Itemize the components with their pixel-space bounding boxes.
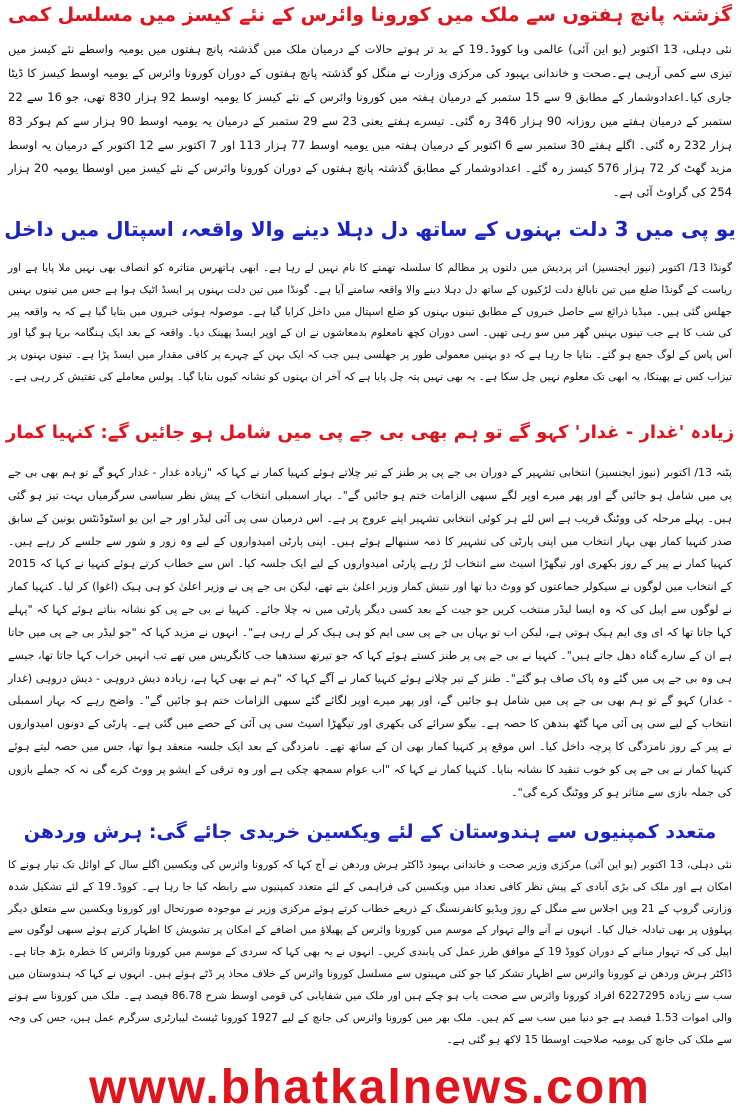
- article-body-vaccine: نئی دہلی، 13 اکتوبر (یو این آئی) مرکزی وزیر صحت و خاندانی بہبود ڈاکٹر ہرش وردھن نے آج کہا کہ کورونا وائرس کی ویکسین اگلے سال کے اوائل تک تیار ہونے کا امکان ہے اور ملک کی بڑی آبادی کے پیش نظر کافی تعداد میں ویکسین کی فراہمی کے لئے متعدد کمپنیوں سے رابطہ کیا جا رہا ہے۔ کووڈ۔19 کے لئے تشکیل شدہ وزارتی گروپ کے 21 ویں اجلاس سے منگل کے روز ویڈیو کانفرنسنگ کے ذریعے خطاب کرتے ہوئے مرکزی وزیر نے موجودہ صورتحال اور کورونا ویکسین سے متعلق دیگر پہلوؤں پر بھی تبادلہ خیال کیا۔ انہوں نے آنے والے تہوار کے موسم میں کورونا وائرس کے پھیلاؤ میں اضافے کے امکان پر تشویش کا اظہار کرتے ہوئے سبھی لوگوں سے اپیل کی کہ تہوار منانے کے دوران کووڈ 19 کے موافق طرز عمل کی پابندی کریں۔ انہوں نے یہ بھی کہا کہ سردی کے موسم میں کورونا وائرس کا خطرہ بڑھ جاتا ہے۔ ڈاکٹر ہرش وردھن نے کورونا وائرس سے اظہار تشکر کیا جو کئی مہینوں سے مسلسل کورونا وائرس کے خلاف محاذ پر ڈٹے ہوئے ہیں۔ انہوں نے کہا کہ ہندوستان میں سب سے زیادہ 6227295 افراد کورونا وائرس سے صحت یاب ہو چکے ہیں اور ملک میں شفایابی کی قومی اوسط شرح 86.78 فیصد ہے۔ ملک میں کورونا سے ہونے والی اموات 1.53 فیصد ہے جو دنیا میں سب سے کم ہیں۔ ملک بھر میں کورونا وائرس کی جانچ کے لیے 1927 کورونا ٹیسٹ لیبارٹری سرگرم عمل ہیں، جس کی وجہ سے ملک کی جانچ کی یومیہ صلاحیت اوسطا 15 لاکھ ہو گئی ہے۔: [8, 859, 733, 1046]
- headline-kanhaiya-kumar: زیادہ 'غدار - غدار' کہو گے تو ہم بھی بی جے پی میں شامل ہو جائیں گے: کنہیا کمار: [5, 422, 735, 443]
- article-body-corona-cases: نئی دہلی، 13 اکتوبر (یو این آئی) عالمی وبا کووڈ۔19 کے بد تر ہوتے حالات کے درمیان ملک میں گذشتہ پانچ ہفتوں میں یومیہ واسطے نئے کیسز میں تیزی سے کمی آرہی ہے۔صحت و خاندانی بہبود کی مرکزی وزارت نے منگل کو گذشتہ پانچ ہفتوں کے دوران کورونا وائرس کے یومیہ اوسط کیسز کا ڈیٹا جاری کیا۔اعدادوشمار کے مطابق 9 سے 15 ستمبر کے درمیان ہفتہ میں کورونا وائرس کے نئے کیسز کا یومیہ اوسط 92 ہزار 830 تھی، جو 16 سے 22 ستمبر کے درمیان ہفتے میں روزانہ 90 ہزار 346 رہ گئی۔ تیسرے ہفتے یعنی 23 سے 29 ستمبر کے درمیان یہ یومیہ اوسط 90 ہزار سے کم ہوکر 83 ہزار 232 رہ گئی۔ اگلے ہفتے 30 ستمبر سے 6 اکتوبر کے درمیان ہفتہ میں یومیہ اوسط 77 ہزار 113 اور 7 اکتوبر سے 12 اکتوبر کے درمیان یہ اوسط مزید گھٹ کر 72 ہزار 576 کیسز رہ گئے۔ اعدادوشمار کے مطابق گذشتہ پانچ ہفتوں کے دوران کورونا وائرس کے نئے کیسز میں اوسطا یومیہ 20 ہزار 254 کی گراوٹ آئی ہے۔: [8, 42, 733, 200]
- headline-up-dalit-sisters: یو پی میں 3 دلت بہنوں کے ساتھ دل دہلا دینے والا واقعہ، اسپتال میں داخل: [4, 217, 736, 241]
- headline-corona-cases-decline: گزشتہ پانچ ہفتوں سے ملک میں کورونا وائرس کے نئے کیسز میں مسلسل کمی: [7, 4, 733, 26]
- headline-vaccine-harsh-vardhan: متعدد کمپنیوں سے ہندوستان کے لئے ویکسین خریدی جائے گی: ہرش وردھن: [23, 821, 717, 843]
- article-body-dalit-sisters: گونڈا 13/ اکتوبر (نیوز ایجنسیز) اتر پردیش میں دلتوں پر مظالم کا سلسلہ تھمنے کا نام نہیں لے رہا ہے۔ ابھی ہاتھرس متاثرہ کو انصاف بھی نہیں ملا پایا ہے اور ریاست کے گونڈا ضلع میں تین نابالغ دلت لڑکیوں کے ساتھ دل دہلا دینے والا واقعہ سامنے آیا ہے۔ گونڈا میں تین دلت بہنوں پر ایسڈ اٹیک ہوا ہے جس میں تینوں بہنیں جھلس گئی ہیں۔ میڈیا ذرائع سے حاصل خبروں کے مطابق تینوں بہنوں کو ضلع اسپتال میں داخل کرایا گیا ہے۔ موصولہ ہوئی خبروں میں بتایا گیا ہے کہ یہ واقعہ پیر کی شب کا ہے جب تینوں بہنیں گھر میں سو رہی تھیں۔ اسی دوران کچھ نامعلوم بدمعاشوں نے ان کے اوپر ایسڈ پھینک دیا۔ واقعہ کے بعد ایک ہنگامہ برپا ہو گیا اور آس پاس کے لوگ جمع ہو گئے۔ بتایا جا رہا ہے کہ دو بہنیں معمولی طور پر جھلسی ہیں جب کہ ایک بہن کے چہرے پر کافی مقدار میں ایسڈ پڑا ہے۔ تینوں بہنوں پر تیزاب کس نے پھینکا، یہ ابھی تک معلوم نہیں چل سکا ہے۔ یہ بھی نہیں پتہ چل پایا ہے کہ آخر ان بہنوں کو نشانہ کیوں بنایا گیا۔ پولس معاملے کی تفتیش کر رہی ہے۔: [8, 262, 732, 384]
- article-body-kanhaiya-kumar: پٹنہ 13/ اکتوبر (نیوز ایجنسیز) انتخابی تشہیر کے دوران بی جے پی پر طنز کے تیر چلاتے ہوئے کنہیا کمار نے کہا کہ "زیادہ غدار - غدار کہو گے تو ہم بھی بی جے پی میں شامل ہو جائیں گے اور پھر میرے اوپر لگے سبھی الزامات ختم ہو جائیں گے"۔ بہار اسمبلی انتخاب کے پیش نظر سیاسی سرگرمیاں بہت تیز ہو گئی ہیں۔ پہلے مرحلہ کی ووٹنگ قریب ہے اس لئے ہر کوئی انتخابی تشہیر اپنے عروج پر ہے۔ اس درمیان سی پی آئی لیڈر اور جے این یو اسٹوڈنٹس یونین کے سابق صدر کنہیا کمار بھی بہار انتخاب میں اپنی پارٹی کی تشہیر کا ذمہ سنبھالے ہوئے ہیں۔ اپنی پارٹی امیدواروں کے لیے وہ زور و شور سے جلسے کر رہے ہیں۔ کنہیا کمار نے پیر کے روز بکھری اور تیگھڑا اسیٹ سے انتخاب لڑ رہے پارٹی امیدواروں کے لیے ایک جلسہ کیا۔ اس سے خطاب کرتے ہوئے کنہیا نے کہا کہ 2015 کے انتخاب میں لوگوں نے سیکولر جماعتوں کو ووٹ دیا تھا اور نتیش کمار وزیر اعلیٰ بنے تھے، لیکن بی جے پی نے وزیر اعلیٰ کو ہی ہیک (اغوا) کر لیا۔ کنہیا کمار نے لوگوں سے اپیل کی کہ وہ ایسا لیڈر منتخب کریں جو جیت کے بعد کسی دیگر پارٹی میں نہ چلا جائے۔ کنہیا نے بی جے پی کو نشانہ بناتے ہوئے کہا کہ "پہلے کہا جاتا تھا کہ ای وی ایم ہیک ہوتی ہے، لیکن اب تو یہاں بی جے پی سی ایم کو ہی ہیک کر لے رہی ہے"۔ انہوں نے مزید کہا کہ "جو لیڈر بی جے پی میں جاتا ہے ان کے سارے گناہ دھل جاتے ہیں"۔ کنہیا نے بی جے پی پر طنز کستے ہوئے کہا کہ جو تیرتھ سندھیا جب کانگریس میں تھے تب انہیں خراب کہا جاتا تھا، جیسے ہی وہ بی جے پی میں گئے وہ پاک صاف ہو گئے"۔ طنز کے تیر چلاتے ہوئے کنہیا کمار نے آگے کہا کہ "ہم نے بھی کہا ہے، زیادہ دیش دروہی - دیش دروہی (غدار - غدار) کہو گے تو ہم بھی بی جے پی میں شامل ہو جائیں گے، اور پھر میرے اوپر لگائے گئے سبھی الزامات ختم ہو جائیں گے"۔ واضح رہے کہ بہار اسمبلی انتخاب کے لیے سی پی آئی مہا گٹھ بندھن کا حصہ ہے۔ بیگو سرائے کی بکھری اور تیگھڑا اسیٹ سی پی آئی کے حصے میں گئی ہے۔ پارٹی کے دونوں امیدواروں نے پیر کے روز نامزدگی کا پرچہ داخل کیا۔ اس موقع پر کنہیا کمار بھی ان کے ساتھ تھے۔ نامزدگی کے بعد ایک جلسہ منعقد ہوا تھا، جس میں حصہ لیتے ہوئے کنہیا کمار نے بی جے پی کو خوب تنقید کا نشانہ بنایا۔ کنہیا کمار نے کہا کہ "اب عوام سمجھ چکی ہے اور وہ ترقی کے ایشو پر ووٹ کرے گی نہ کہ جملے بازوں کی جملہ بازی سے متاثر ہو کر ووٹنگ کرے گی"۔: [8, 466, 732, 799]
- footer-website-link[interactable]: www.bhatkalnews.com: [89, 1061, 651, 1114]
